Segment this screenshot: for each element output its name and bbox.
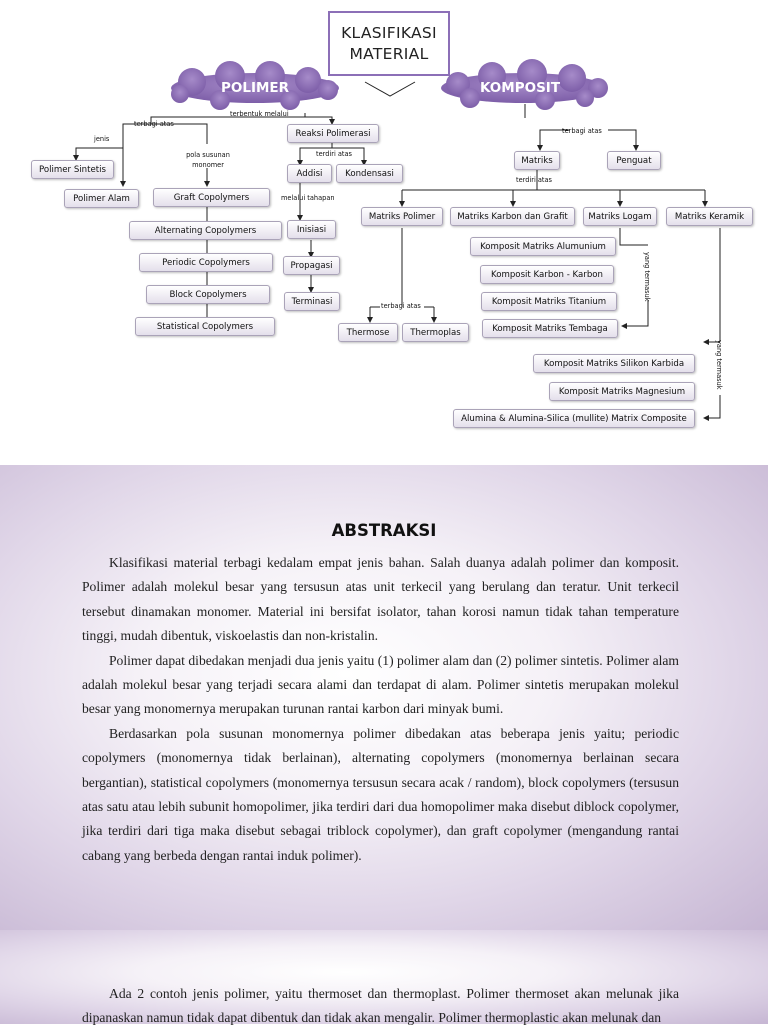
box-matriks-karbon-grafit: Matriks Karbon dan Grafit [450, 207, 575, 226]
box-matriks-logam: Matriks Logam [583, 207, 657, 226]
box-komposit-karbon-karbon: Komposit Karbon - Karbon [480, 265, 614, 284]
box-propagasi: Propagasi [283, 256, 340, 275]
label-terbagi-atas-polimer: terbagi atas [134, 120, 174, 128]
second-page [0, 930, 768, 1024]
box-penguat: Penguat [607, 151, 661, 170]
box-terminasi: Terminasi [284, 292, 340, 311]
label-yang-termasuk-keramik: yang termasuk [715, 340, 723, 390]
abstract-page [0, 465, 768, 930]
box-alumina-matrix-composite: Alumina & Alumina-Silica (mullite) Matrix Composite [453, 409, 695, 428]
title-line-2: MATERIAL [349, 44, 429, 63]
label-jenis: jenis [94, 135, 110, 143]
box-komposit-matriks-magnesium: Komposit Matriks Magnesium [549, 382, 695, 401]
label-melalui-tahapan: melalui tahapan [281, 194, 335, 202]
abstract-paragraph-3: Berdasarkan pola susunan monomernya polimer dibedakan atas beberapa jenis yaitu; periodic copolymers (monomernya tidak berlainan), alternating copolymers (monomernya berlainan secara bergantian), statistical copolymers (monomernya tersusun secara acak / random), block copolymers (tersusun atas satu atau lebih subunit homopolimer, jika terdiri dari dua homopolimer maka disebut diblock copolymer, jika terdiri dari tiga maka disebut sebagai triblock copolymer), dan graft copolymer (mengandung rantai cabang yang berbeda dengan rantai induk polimer). [82, 725, 679, 863]
diagram-title [328, 11, 450, 76]
box-statistical-copolymers: Statistical Copolymers [135, 317, 275, 336]
box-matriks-polimer: Matriks Polimer [361, 207, 443, 226]
box-komposit-matriks-silikon-karbida: Komposit Matriks Silikon Karbida [533, 354, 695, 373]
komposit-label: KOMPOSIT [479, 80, 561, 96]
label-terbagi-atas-matriks-polimer: terbagi atas [381, 302, 421, 310]
box-block-copolymers: Block Copolymers [146, 285, 270, 304]
abstract-paragraph-2: Polimer dapat dibedakan menjadi dua jenis yaitu (1) polimer alam dan (2) polimer sintetis. Polimer alam adalah molekul besar yang terjadi secara alami dan terdapat di alam. Polimer sintetis merupakan molekul besar yang monomernya merupakan turunan rantai karbon dari minyak bumi. [82, 652, 679, 717]
box-thermose: Thermose [338, 323, 398, 342]
second-page-body [82, 982, 679, 1031]
box-addisi: Addisi [287, 164, 332, 183]
label-pola-susunan-monomer: pola susunan monomer [186, 151, 230, 169]
abstract-paragraph-1: Klasifikasi material terbagi kedalam empat jenis bahan. Salah duanya adalah polimer dan komposit. Polimer adalah molekul besar yang tersusun atas unit terkecil yang berulang dan teratur. Unit terkecil tersebut dinamakan monomer. Material ini bersifat isolator, tahan korosi namun tidak tahan temperature tinggi, mudah dibentuk, viskoelastis dan non-kristalin. [82, 555, 679, 644]
label-terbagi-atas-komposit: terbagi atas [562, 127, 602, 135]
abstract-body [82, 551, 679, 868]
box-polimer-alam: Polimer Alam [64, 189, 139, 208]
abstract-heading: ABSTRAKSI [331, 521, 437, 540]
title-line-1: KLASIFIKASI [341, 23, 437, 42]
label-terdiri-atas-reaksi: terdiri atas [316, 150, 352, 158]
label-yang-termasuk-logam: yang termasuk [643, 252, 651, 302]
box-alternating-copolymers: Alternating Copolymers [129, 221, 282, 240]
label-terdiri-atas-matriks: terdiri atas [516, 176, 552, 184]
box-matriks: Matriks [514, 151, 560, 170]
label-terbentuk-melalui: terbentuk melalui [230, 110, 289, 118]
box-thermoplas: Thermoplas [402, 323, 469, 342]
box-komposit-matriks-titanium: Komposit Matriks Titanium [481, 292, 617, 311]
box-graft-copolymers: Graft Copolymers [153, 188, 270, 207]
box-komposit-matriks-tembaga: Komposit Matriks Tembaga [482, 319, 618, 338]
box-inisiasi: Inisiasi [287, 220, 336, 239]
box-periodic-copolymers: Periodic Copolymers [139, 253, 273, 272]
polimer-label: POLIMER [220, 80, 290, 96]
box-reaksi-polimerasi: Reaksi Polimerasi [287, 124, 379, 143]
classification-diagram [0, 0, 768, 465]
second-page-paragraph: Ada 2 contoh jenis polimer, yaitu thermoset dan thermoplast. Polimer thermoset akan melunak jika dipanaskan namun tidak dapat dibentuk dan tidak akan mengalir. Polimer thermoplastic akan melunak dan [82, 986, 679, 1026]
box-kondensasi: Kondensasi [336, 164, 403, 183]
box-matriks-keramik: Matriks Keramik [666, 207, 753, 226]
box-komposit-matriks-alumunium: Komposit Matriks Alumunium [470, 237, 616, 256]
box-polimer-sintetis: Polimer Sintetis [31, 160, 114, 179]
